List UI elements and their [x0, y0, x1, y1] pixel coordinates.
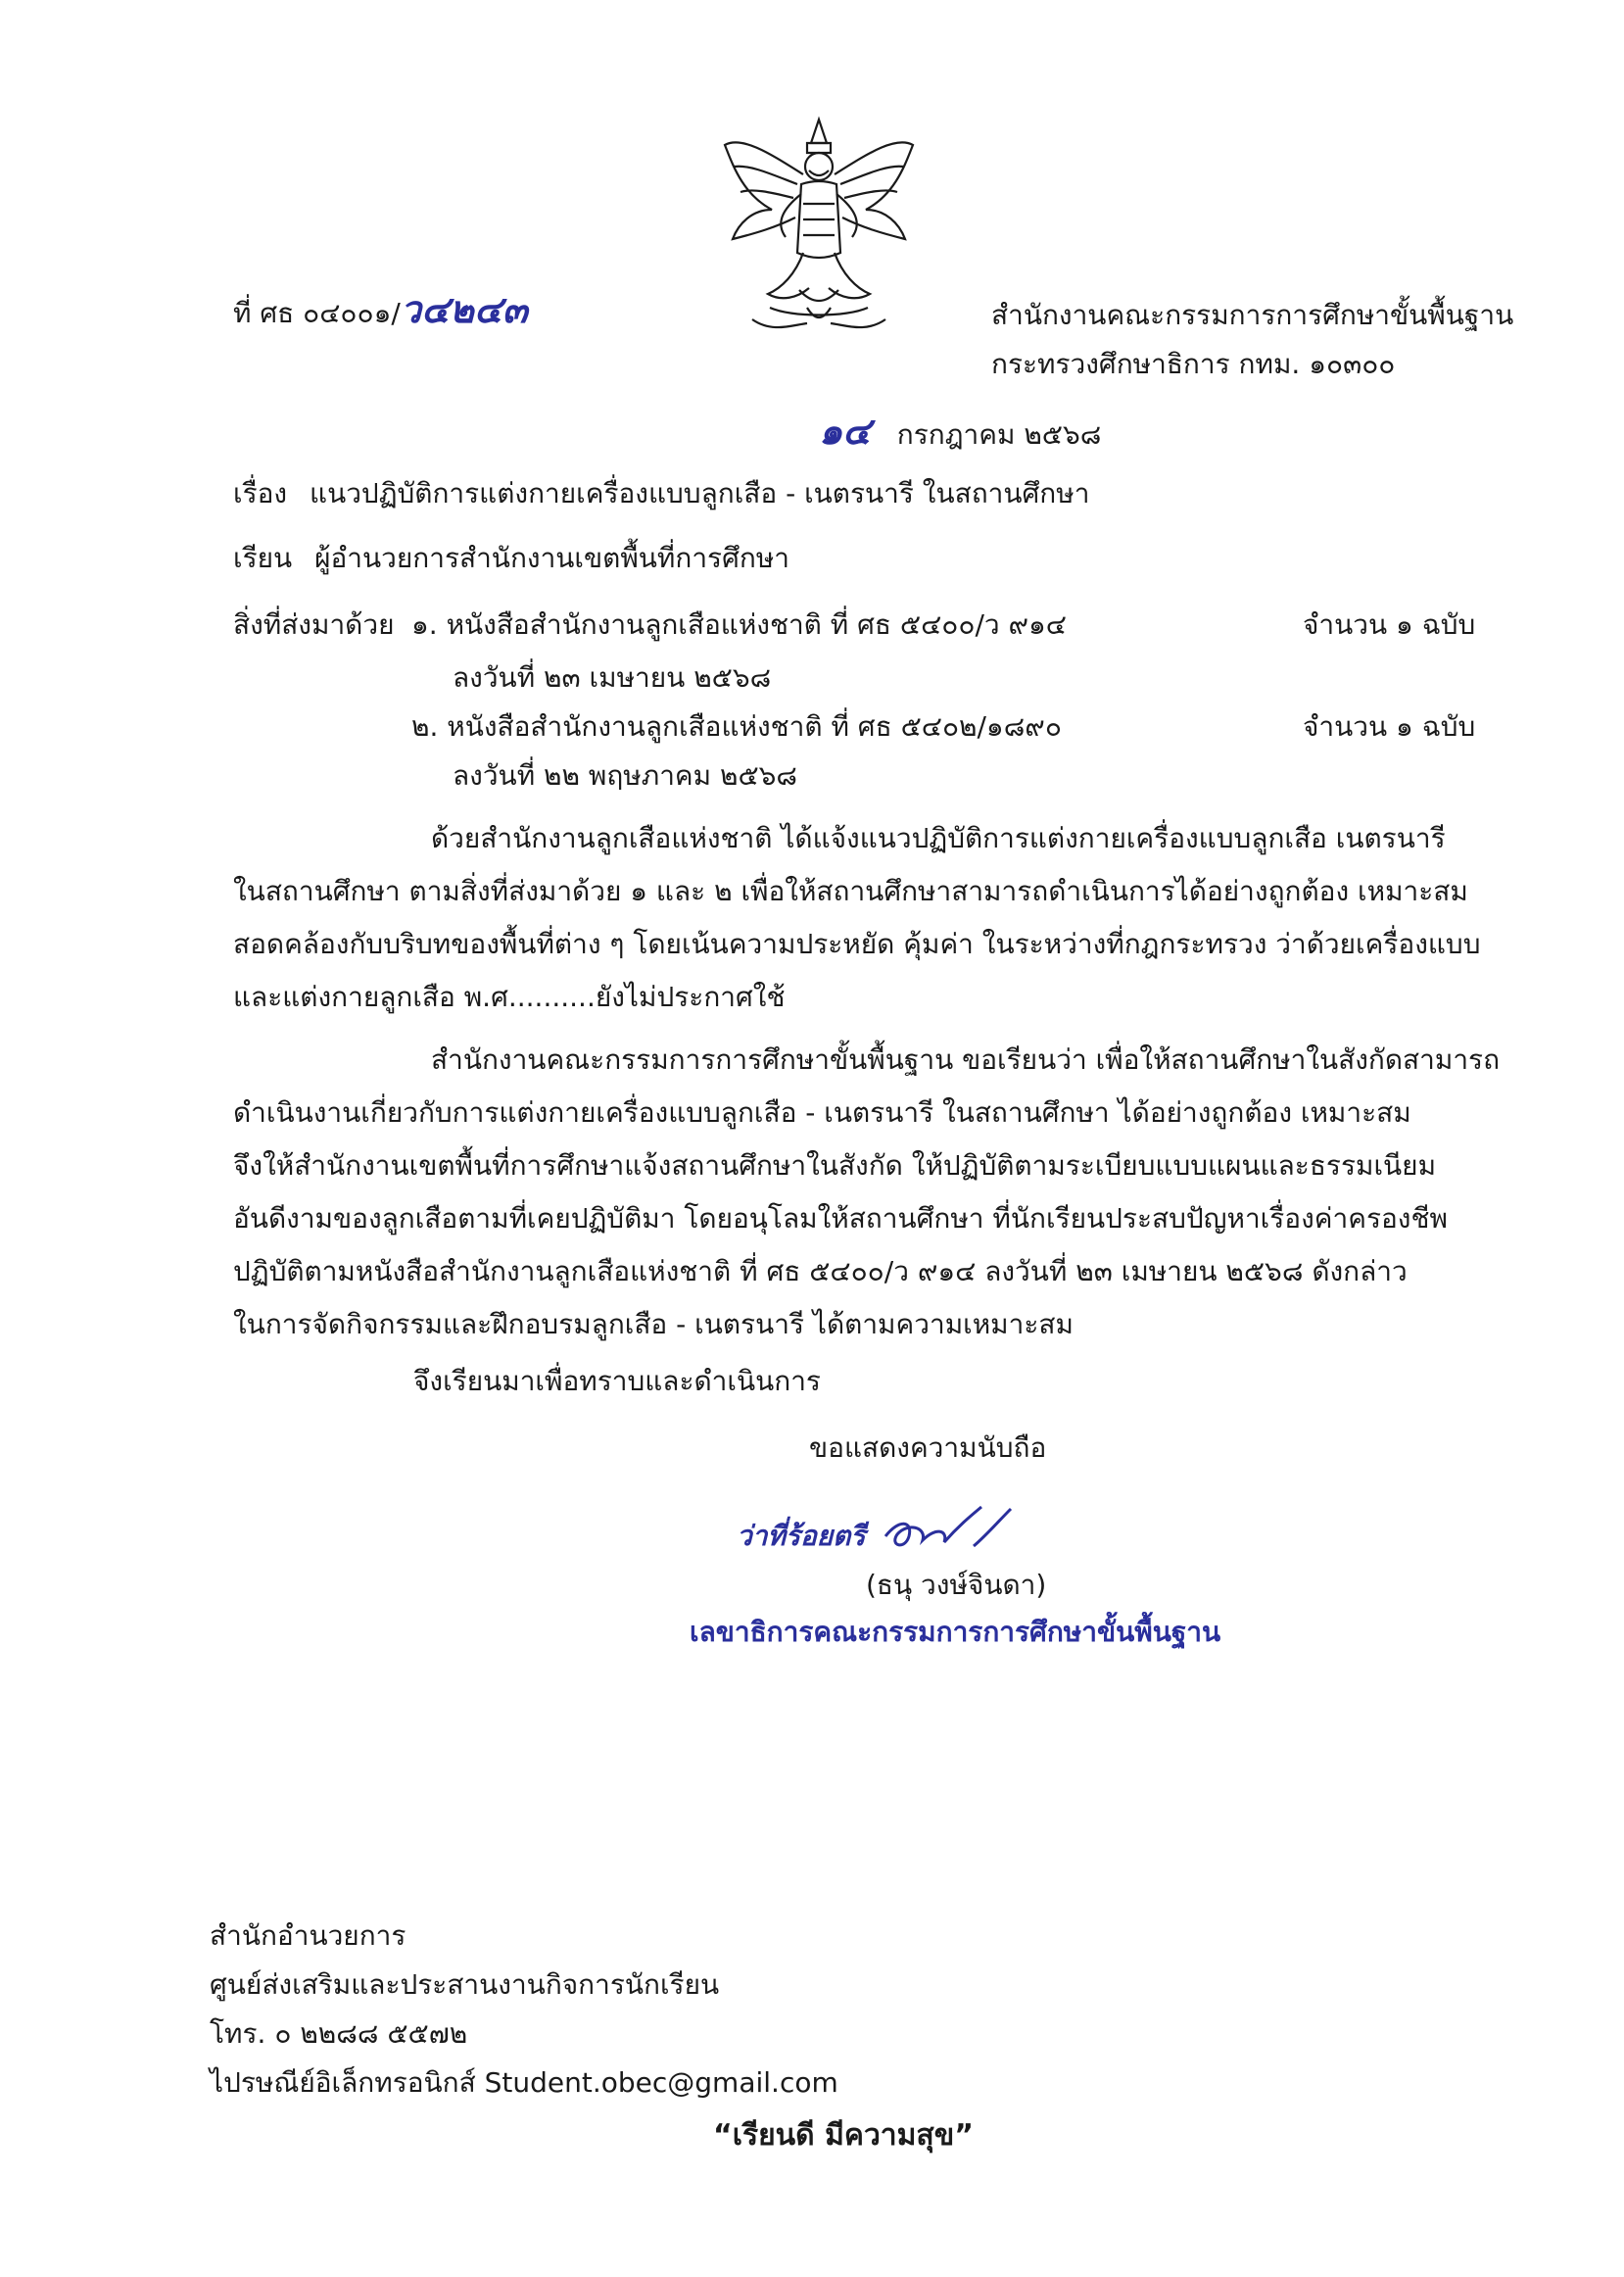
date-day-handwritten: ๑๔ [819, 410, 871, 453]
recipient-label: เรียน [233, 542, 293, 574]
handwritten-signature-icon [880, 1497, 1017, 1560]
footer-phone: โทร. ๐ ๒๒๘๘ ๕๕๗๒ [210, 2017, 468, 2050]
date-month-year: กรกฎาคม ๒๕๖๘ [896, 418, 1102, 451]
paragraph-2-line: ดำเนินงานเกี่ยวกับการแต่งกายเครื่องแบบลูกเสือ - เนตรนารี ในสถานศึกษา ได้อย่างถูกต้อง เหมาะสม [233, 1096, 1411, 1129]
reference-prefix: ที่ ศธ ๐๔๐๐๑/ [233, 297, 401, 329]
paragraph-2-line: ในการจัดกิจกรรมและฝึกอบรมลูกเสือ - เนตรนารี ได้ตามความเหมาะสม [233, 1308, 1074, 1340]
paragraph-1-line: สอดคล้องกับบริบทของพื้นที่ต่าง ๆ โดยเน้นความประหยัด คุ้มค่า ในระหว่างที่กฎกระทรวง ว่าด้วยเครื่องแบบ [233, 928, 1481, 960]
enclosure-item-2-quantity: จำนวน ๑ ฉบับ [1303, 710, 1476, 743]
enclosure-item-1-quantity: จำนวน ๑ ฉบับ [1303, 608, 1476, 641]
footer-email: ไปรษณีย์อิเล็กทรอนิกส์ Student.obec@gmail.com [210, 2066, 838, 2099]
office-address: กระทรวงศึกษาธิการ กทม. ๑๐๓๐๐ [991, 348, 1396, 380]
footer-center: ศูนย์ส่งเสริมและประสานงานกิจการนักเรียน [210, 1968, 720, 2001]
paragraph-1-line: และแต่งกายลูกเสือ พ.ศ..........ยังไม่ประกาศใช้ [233, 981, 786, 1013]
paragraph-1-line: ด้วยสำนักงานลูกเสือแห่งชาติ ได้แจ้งแนวปฏิบัติการแต่งกายเครื่องแบบลูกเสือ เนตรนารี [431, 822, 1446, 854]
enclosure-item-2-line1: ๒. หนังสือสำนักงานลูกเสือแห่งชาติ ที่ ศธ ๕๔๐๒/๑๘๙๐ [411, 710, 1062, 743]
signature-rank: ว่าที่ร้อยตรี [737, 1520, 866, 1552]
paragraph-1-line: ในสถานศึกษา ตามสิ่งที่ส่งมาด้วย ๑ และ ๒ เพื่อให้สถานศึกษาสามารถดำเนินการได้อย่างถูกต้อง เหมาะสม [233, 875, 1468, 907]
recipient-text: ผู้อำนวยการสำนักงานเขตพื้นที่การศึกษา [314, 542, 790, 574]
paragraph-2-line: สำนักงานคณะกรรมการการศึกษาขั้นพื้นฐาน ขอเรียนว่า เพื่อให้สถานศึกษาในสังกัดสามารถ [431, 1043, 1501, 1076]
paragraph-2-line: อันดีงามของลูกเสือตามที่เคยปฏิบัติมา โดยอนุโลมให้สถานศึกษา ที่นักเรียนประสบปัญหาเรื่องค่าครองชีพ [233, 1202, 1448, 1235]
enclosures-label: สิ่งที่ส่งมาด้วย [233, 608, 395, 641]
paragraph-2-line: จึงให้สำนักงานเขตพื้นที่การศึกษาแจ้งสถานศึกษาในสังกัด ให้ปฏิบัติตามระเบียบแบบแผนและธรรมเนียม [233, 1149, 1437, 1182]
office-name: สำนักงานคณะกรรมการการศึกษาขั้นพื้นฐาน [991, 299, 1514, 331]
reference-number [233, 290, 528, 333]
recipient-line [233, 539, 789, 578]
footer-unit: สำนักอำนวยการ [210, 1919, 406, 1952]
footer-motto: “เรียนดี มีความสุข” [713, 2118, 974, 2153]
subject-label: เรื่อง [233, 477, 288, 509]
subject-line [233, 474, 1089, 513]
paragraph-2-line: ปฏิบัติตามหนังสือสำนักงานลูกเสือแห่งชาติ ที่ ศธ ๕๔๐๐/ว ๙๑๔ ลงวันที่ ๒๓ เมษายน ๒๕๖๘ ดังกล่าว [233, 1255, 1408, 1287]
letter-date [819, 412, 1101, 455]
enclosure-item-1-line2: ลงวันที่ ๒๓ เมษายน ๒๕๖๘ [453, 661, 772, 694]
signatory-name: (ธนุ วงษ์จินดา) [866, 1569, 1047, 1601]
garuda-emblem-icon [713, 116, 925, 343]
enclosure-item-2-line2: ลงวันที่ ๒๒ พฤษภาคม ๒๕๖๘ [453, 759, 798, 792]
reference-number-handwritten: ว๔๒๔๓ [400, 288, 528, 331]
signatory-position: เลขาธิการคณะกรรมการการศึกษาขั้นพื้นฐาน [690, 1616, 1221, 1648]
closing-sentence: จึงเรียนมาเพื่อทราบและดำเนินการ [413, 1365, 821, 1397]
subject-text: แนวปฏิบัติการแต่งกายเครื่องแบบลูกเสือ - เนตรนารี ในสถานศึกษา [310, 477, 1090, 509]
salutation: ขอแสดงความนับถือ [809, 1431, 1047, 1464]
enclosure-item-1-line1: ๑. หนังสือสำนักงานลูกเสือแห่งชาติ ที่ ศธ ๕๔๐๐/ว ๙๑๔ [411, 608, 1067, 641]
